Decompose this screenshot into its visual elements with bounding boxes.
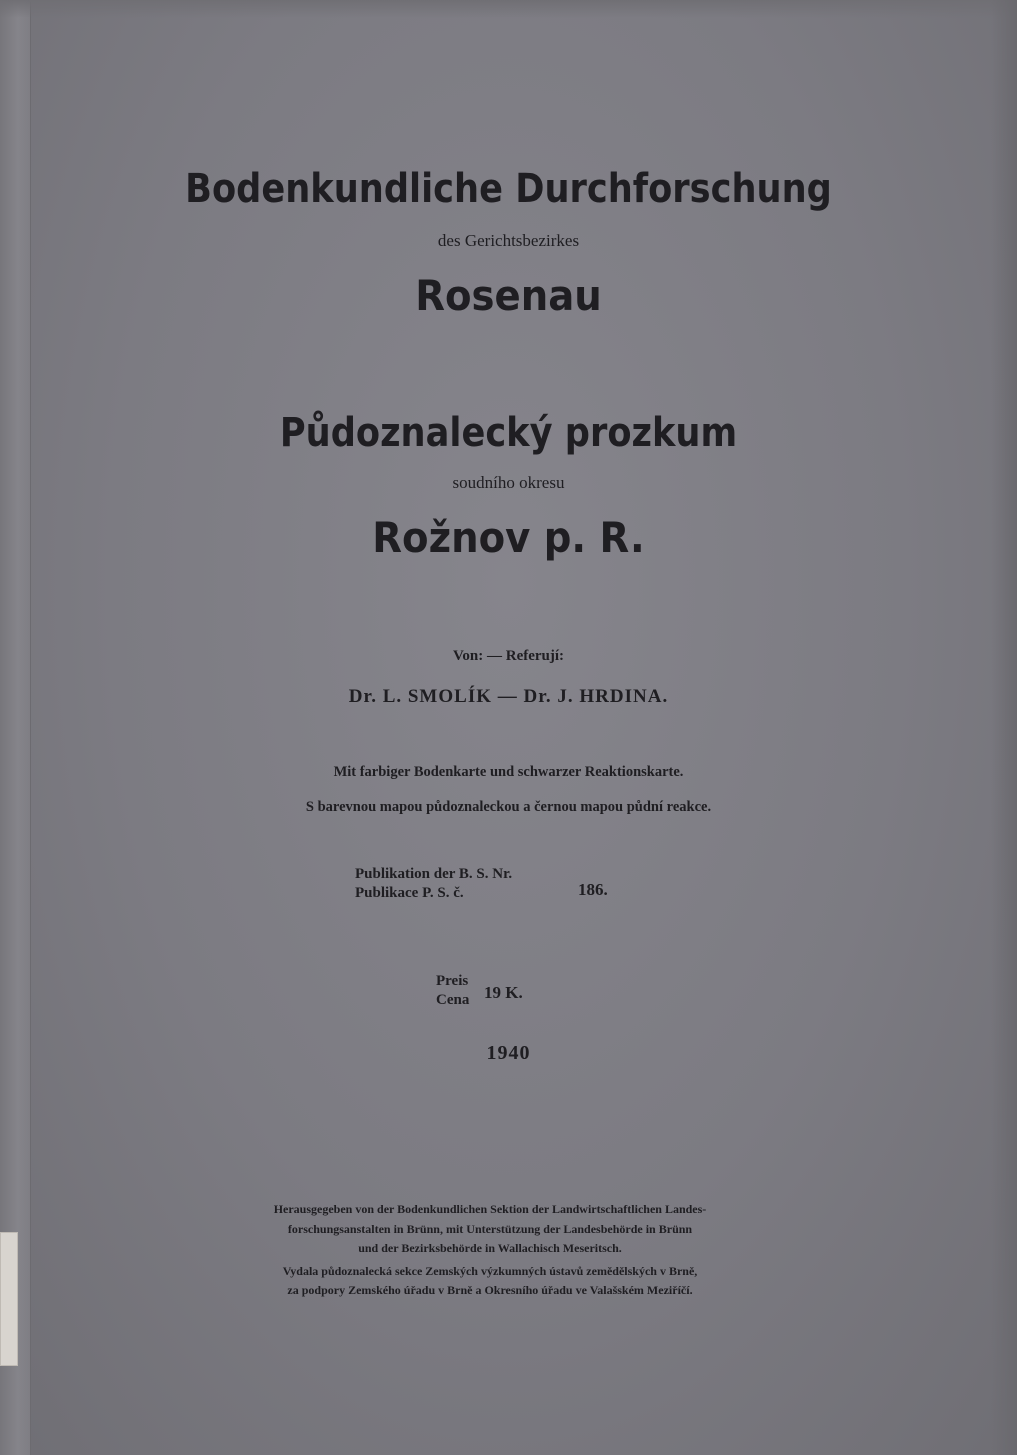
german-subtitle: des Gerichtsbezirkes: [437, 231, 580, 250]
footer-german-line-2: forschungsanstalten in Brünn, mit Unterstützung der Landesbehörde in Brünn: [287, 1221, 693, 1236]
byline-label: Von: — Referují:: [452, 648, 565, 664]
cover-top-edge: [0, 0, 1017, 18]
authors: Dr. L. SMOLÍK — Dr. J. HRDINA.: [348, 686, 669, 707]
german-place: Rosenau: [415, 271, 602, 320]
publication-german-label: Publikation der B. S. Nr.: [355, 866, 513, 882]
footer-czech-line-1: Vydala půdoznalecká sekce Zemských výzkumných ústavů zemědělských v Brně,: [282, 1263, 698, 1278]
czech-subtitle: soudního okresu: [452, 473, 565, 492]
maps-german: Mit farbiger Bodenkarte und schwarzer Reaktionskarte.: [333, 764, 684, 780]
footer-german-line-3: und der Bezirksbehörde in Wallachisch Meseritsch.: [358, 1241, 622, 1255]
footer-publisher-note: [150, 1200, 830, 1301]
publication-labels: [355, 865, 512, 903]
footer-german-line-1: Herausgegeben von der Bodenkundlichen Sektion der Landwirtschaftlichen Landes-: [273, 1202, 707, 1216]
czech-place: Rožnov p. R.: [372, 513, 645, 562]
price-german-label: Preis: [436, 973, 469, 989]
price-czech-label: Cena: [436, 992, 470, 1008]
price-value: 19 K.: [484, 983, 523, 1002]
publication-czech-label: Publikace P. S. č.: [355, 885, 464, 901]
price-labels: [436, 972, 469, 1010]
publication-number: 186.: [578, 880, 608, 899]
footer-czech-line-2: za podpory Zemského úřadu v Brně a Okresního úřadu ve Valašském Meziříčí.: [287, 1283, 693, 1297]
german-title: Bodenkundliche Durchforschung: [185, 166, 832, 212]
publication-year: 1940: [486, 1042, 531, 1064]
spine-tape: [0, 1232, 18, 1366]
czech-title: Půdoznalecký prozkum: [279, 410, 738, 456]
maps-czech: S barevnou mapou půdoznaleckou a černou mapou půdní reakce.: [305, 799, 712, 815]
cover-right-edge: [991, 0, 1017, 1455]
